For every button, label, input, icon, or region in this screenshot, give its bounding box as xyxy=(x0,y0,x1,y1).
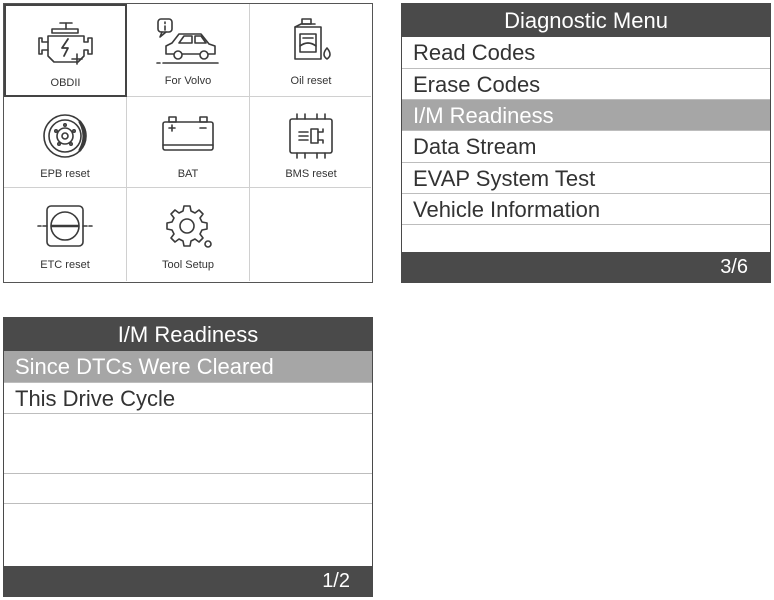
throttle-icon xyxy=(4,202,126,252)
menu-item-since-dtcs-cleared[interactable] xyxy=(4,351,372,383)
page-indicator: 1/2 xyxy=(4,566,372,596)
empty-row xyxy=(402,225,770,252)
tile-label: For Volvo xyxy=(164,75,212,87)
empty-row xyxy=(4,414,372,444)
menu-item-label: Data Stream xyxy=(413,134,537,159)
page-indicator: 3/6 xyxy=(402,252,770,282)
car-info-icon xyxy=(127,18,249,68)
empty-row xyxy=(4,444,372,474)
tile-obdii[interactable] xyxy=(4,4,127,97)
screen-title: Diagnostic Menu xyxy=(402,4,770,37)
menu-item-this-drive-cycle[interactable] xyxy=(4,383,372,414)
tile-label: Tool Setup xyxy=(162,259,214,271)
brake-disc-icon xyxy=(4,111,126,161)
im-readiness-screen xyxy=(3,317,373,597)
menu-item-erase-codes[interactable] xyxy=(402,69,770,100)
bms-module-icon xyxy=(250,111,372,161)
tile-label: ETC reset xyxy=(40,259,90,271)
tile-label: BAT xyxy=(177,168,199,180)
tile-tool-setup[interactable] xyxy=(127,188,249,278)
tile-label: BMS reset xyxy=(285,168,337,180)
menu-item-read-codes[interactable] xyxy=(402,37,770,69)
menu-item-label: I/M Readiness xyxy=(413,103,554,128)
empty-tile xyxy=(250,188,372,278)
menu-item-data-stream[interactable] xyxy=(402,131,770,163)
home-grid-screen xyxy=(3,3,373,283)
menu-item-im-readiness[interactable] xyxy=(402,100,770,131)
menu-item-label: EVAP System Test xyxy=(413,166,596,191)
tile-etc-reset[interactable] xyxy=(4,188,126,278)
screen-title: I/M Readiness xyxy=(4,318,372,351)
tile-label: OBDII xyxy=(50,77,81,89)
menu-item-label: Read Codes xyxy=(413,40,536,65)
menu-item-label: Erase Codes xyxy=(413,72,541,97)
tile-epb-reset[interactable] xyxy=(4,97,126,187)
tile-for-volvo[interactable] xyxy=(127,4,249,94)
empty-row xyxy=(4,504,372,566)
tile-label: EPB reset xyxy=(40,168,90,180)
menu-item-label: Since DTCs Were Cleared xyxy=(15,354,274,379)
battery-icon xyxy=(127,111,249,161)
empty-row xyxy=(4,474,372,504)
menu-item-vehicle-information[interactable] xyxy=(402,194,770,225)
tile-label: Oil reset xyxy=(290,75,332,87)
menu-item-label: Vehicle Information xyxy=(413,197,601,222)
oil-can-icon xyxy=(250,18,372,68)
tile-oil-reset[interactable] xyxy=(250,4,372,94)
gear-icon xyxy=(127,202,249,252)
menu-item-label: This Drive Cycle xyxy=(15,386,176,411)
tile-bms-reset[interactable] xyxy=(250,97,372,187)
engine-icon xyxy=(6,20,125,70)
tile-bat[interactable] xyxy=(127,97,249,187)
diagnostic-menu-screen xyxy=(401,3,771,283)
menu-item-evap-system-test[interactable] xyxy=(402,163,770,194)
